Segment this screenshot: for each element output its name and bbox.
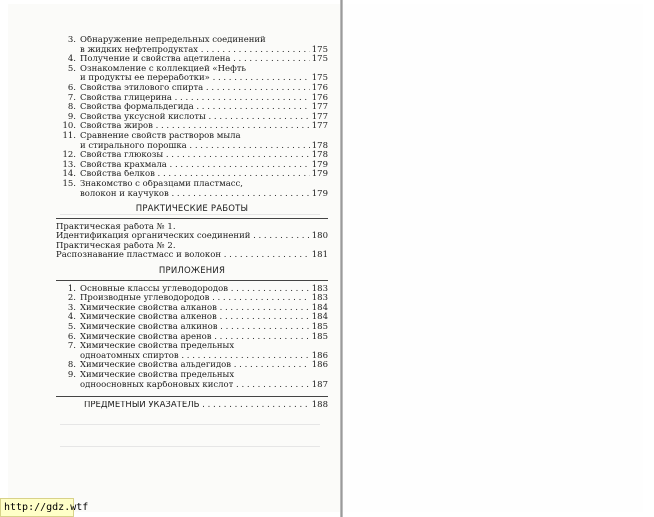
toc-entry-page: 177 [311, 111, 328, 122]
toc-entry-number: 3. [67, 35, 76, 45]
toc-entry-page: 176 [311, 92, 328, 103]
toc-entry-page: 175 [311, 54, 328, 65]
toc-entry-page: 179 [311, 169, 328, 180]
toc-entry-number: 9. [67, 370, 76, 380]
toc-entry-title: Получение и свойства ацетилена . . . [80, 55, 310, 65]
index-entry-page: 188 [311, 400, 328, 411]
toc-entry-title: Химические свойства алкенов . . . [80, 313, 310, 323]
toc-entry-title: Свойства глюкозы . . . [80, 151, 310, 161]
toc-entry-line [56, 74, 328, 84]
watermark-link[interactable]: http://gdz.wtf [0, 498, 74, 517]
toc-entry-page: 177 [311, 102, 328, 113]
toc-entry-line [56, 151, 328, 161]
toc-entry-page: 183 [311, 293, 328, 304]
toc-entry-number: 13. [62, 159, 76, 170]
toc-entry-title: Свойства крахмала . . . [80, 161, 310, 171]
toc-entry-page: 185 [311, 322, 328, 333]
right-page-blank [343, 4, 643, 512]
toc-entry-page: 181 [311, 250, 328, 261]
toc-entry-page: 177 [311, 121, 328, 132]
toc-entry-page: 186 [311, 350, 328, 361]
toc-entry-line [56, 103, 328, 113]
toc-entry-line [56, 55, 328, 65]
toc-entry-number: 1. [67, 283, 76, 294]
toc-entry-title: и продукты ее переработки» . . . [80, 74, 310, 84]
toc-entry-number: 9. [67, 111, 76, 122]
toc-entry-line [56, 371, 328, 381]
toc-entry-page: 176 [311, 82, 328, 93]
toc-entry-line [56, 46, 328, 56]
section-heading-appendix: ПРИЛОЖЕНИЯ [158, 266, 226, 277]
toc-entry-page: 175 [311, 73, 328, 84]
toc-entry-page: 183 [311, 283, 328, 294]
toc-entry-number: 8. [67, 360, 76, 371]
toc-entry-line [56, 352, 328, 362]
toc-entry-page: 179 [311, 188, 328, 199]
toc-entry-title: Химические свойства предельных [80, 371, 235, 380]
toc-entry-line [56, 232, 328, 242]
toc-entry-number: 12. [62, 150, 76, 161]
toc-entry-title: Ознакомление с коллекцией «Нефть [80, 64, 247, 74]
section-rule [56, 280, 328, 281]
toc-entry-line [56, 142, 328, 152]
toc-entry-line [56, 342, 328, 352]
toc-entry-number [56, 381, 80, 391]
toc-entry-number: 15. [62, 178, 76, 189]
toc-entry-page: 175 [311, 44, 328, 55]
toc-entry-line [56, 161, 328, 171]
toc-entry-number: 2. [67, 293, 76, 304]
bleed-through-line [60, 446, 320, 447]
toc-entry-page: 178 [311, 140, 328, 151]
toc-entry-title: Химические свойства предельных [80, 342, 235, 352]
toc-entry-line [56, 313, 328, 323]
toc-entry-title: Практическая работа № 2. [56, 241, 176, 251]
toc-entry-line [56, 113, 328, 123]
toc-entry-line [56, 381, 328, 391]
toc-entry-line [56, 132, 328, 142]
toc-entry-number: 11. [62, 130, 76, 141]
toc-entry-title: одноосновных карбоновых кислот . . . [80, 381, 310, 391]
toc-entry-title: Обнаружение непредельных соединений [80, 36, 266, 45]
toc-entry-number: 10. [62, 121, 76, 132]
toc-entry-number: 5. [67, 63, 76, 74]
toc-entry-line [56, 323, 328, 333]
toc-entry-number [56, 190, 80, 200]
toc-entry-title: Свойства этилового спирта . . . [80, 84, 310, 94]
toc-entry-title: Основные классы углеводородов . . . [80, 285, 310, 295]
toc-spacer [56, 401, 84, 411]
toc-entry-page: 186 [311, 360, 328, 371]
toc-entry-title: Свойства белков . . . [80, 170, 310, 180]
toc-entry-line [56, 190, 328, 200]
toc-entry-title: Идентификация органических соединений . . . [56, 232, 310, 242]
toc-entry-line [56, 333, 328, 343]
toc-entry-line [56, 36, 328, 46]
toc-entry-line [56, 65, 328, 75]
toc-entry-line [56, 361, 328, 371]
toc-entry-title: Свойства жиров . . . [80, 122, 310, 132]
section-rule [56, 218, 328, 219]
toc-entry-page: 184 [311, 312, 328, 323]
toc-entry-title: волокон и каучуков . . . [80, 190, 310, 200]
toc-entry-page: 179 [311, 159, 328, 170]
toc-entry-title: Химические свойства алкинов . . . [80, 323, 310, 333]
section-rule [56, 396, 328, 397]
toc-entry-line [56, 401, 328, 411]
toc-entry-line [56, 84, 328, 94]
toc-entry-line [56, 94, 328, 104]
toc-entry-page: 180 [311, 231, 328, 242]
toc-entry-number: 7. [67, 92, 76, 103]
toc-entry-title: Свойства формальдегида . . . [80, 103, 310, 113]
toc-entry-line [56, 180, 328, 190]
toc-entry-title: Химические свойства алканов . . . [80, 304, 310, 314]
toc-entry-title: в жидких нефтепродуктах . . . [80, 46, 310, 56]
toc-entry-title: Распознавание пластмасс и волокон . . . [56, 251, 310, 261]
toc-entry-line [56, 304, 328, 314]
toc-entry-title: и стирального порошка . . . [80, 142, 310, 152]
toc-entry-title: Свойства глицерина . . . [80, 94, 310, 104]
toc-entry-number: 3. [67, 302, 76, 313]
toc-entry-title: Свойства уксусной кислоты . . . [80, 113, 310, 123]
table-of-contents [56, 36, 328, 411]
toc-entry-page: 187 [311, 379, 328, 390]
index-entry-title: ПРЕДМЕТНЫЙ УКАЗАТЕЛЬ . . . [84, 401, 310, 411]
toc-entry-line [56, 242, 328, 252]
toc-entry-number: 4. [67, 312, 76, 323]
toc-entry-title: одноатомных спиртов . . . [80, 352, 310, 362]
section-heading-practical: ПРАКТИЧЕСКИЕ РАБОТЫ [135, 204, 249, 215]
toc-entry-line [56, 170, 328, 180]
toc-entry-number: 7. [67, 341, 76, 352]
toc-entry-page: 185 [311, 331, 328, 342]
toc-entry-number: 4. [67, 54, 76, 65]
bleed-through-line [60, 424, 320, 425]
toc-entry-title: Химические свойства альдегидов . . . [80, 361, 310, 371]
toc-entry-title: Производные углеводородов . . . [80, 294, 310, 304]
toc-entry-line [56, 285, 328, 295]
toc-entry-page: 184 [311, 302, 328, 313]
toc-entry-line [56, 294, 328, 304]
toc-entry-title: Сравнение свойств растворов мыла [80, 131, 241, 141]
toc-entry-page: 178 [311, 150, 328, 161]
toc-entry-title: Практическая работа № 1. [56, 222, 176, 232]
toc-entry-title: Химические свойства аренов . . . [80, 333, 310, 343]
toc-entry-title: Знакомство с образцами пластмасс, [80, 179, 243, 189]
toc-entry-number: 5. [67, 322, 76, 333]
toc-entry-number: 6. [67, 331, 76, 342]
toc-entry-number: 6. [67, 82, 76, 93]
toc-entry-line [56, 122, 328, 132]
toc-entry-number: 14. [62, 169, 76, 180]
toc-entry-line [56, 223, 328, 233]
toc-entry-number: 8. [67, 102, 76, 113]
toc-entry-line [56, 251, 328, 261]
